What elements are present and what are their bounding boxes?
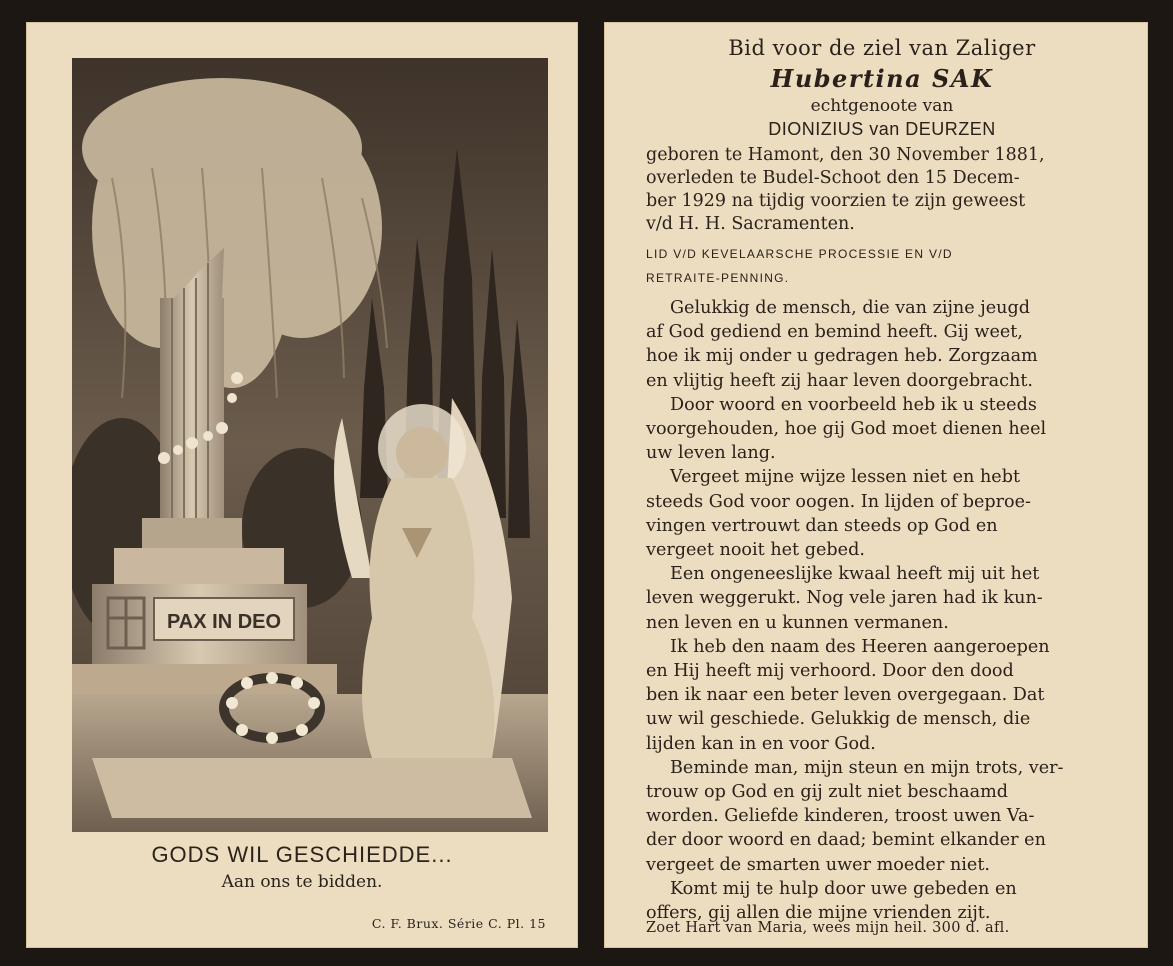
membership-line: LID V/D KEVELAARSCHE PROCESSIE EN V/D <box>646 247 953 261</box>
memorial-text-line: Gelukkig de mensch, die van zijne jeugd <box>670 298 1030 318</box>
memorial-text <box>646 296 1122 925</box>
memorial-illustration <box>72 58 548 832</box>
angel-grave-image <box>72 58 548 832</box>
bio-line: geboren te Hamont, den 30 November 1881, <box>646 145 1045 165</box>
caption-title: GODS WIL GESCHIEDDE... <box>151 842 453 867</box>
memorial-text-line: Komt mij te hulp door uwe gebeden en <box>670 878 1017 899</box>
memorial-text-line: worden. Geliefde kinderen, troost uwen Va- <box>646 806 1035 827</box>
deceased-name: Hubertina SAK <box>770 64 994 93</box>
bio-line: v/d H. H. Sacramenten. <box>646 214 855 234</box>
memorial-text-line: der door woord en daad; bemint elkander en <box>646 830 1046 851</box>
memorial-text-line: voorgehouden, hoe gij God moet dienen heel <box>646 419 1047 440</box>
memorial-text-line: uw wil geschiede. Gelukkig de mensch, die <box>646 709 1031 730</box>
memorial-text-line: ben ik naar een beter leven overgegaan. Dat <box>646 685 1045 706</box>
prayer-header: Bid voor de ziel van Zaliger <box>728 36 1036 60</box>
memorial-text-line: en Hij heeft mij verhoord. Door den dood <box>646 661 1014 682</box>
right-card <box>604 22 1148 948</box>
memorial-text-line: hoe ik mij onder u gedragen heb. Zorgzaam <box>646 346 1038 367</box>
memorial-text-line: Beminde man, mijn steun en mijn trots, ver- <box>670 757 1064 778</box>
memorial-text-line: Ik heb den naam des Heeren aangeroepen <box>670 636 1050 657</box>
membership-line: RETRAITE-PENNING. <box>646 271 790 285</box>
memorial-text-line: offers, gij allen die mijne vrienden zijt. <box>646 903 991 924</box>
memorial-text-line: leven weggerukt. Nog vele jaren had ik kun- <box>646 588 1043 609</box>
plaque-text: PAX IN DEO <box>166 611 282 633</box>
memorial-text-line: af God gediend en bemind heeft. Gij weet, <box>646 322 1023 343</box>
memorial-text-line: vergeet nooit het gebed. <box>646 540 865 561</box>
spouse-name: DIONIZIUS van DEURZEN <box>768 119 996 139</box>
indulgence-prayer: Zoet Hart van Maria, wees mijn heil. 300 d. afl. <box>646 920 1010 936</box>
membership-note <box>646 242 1120 290</box>
memorial-text-line: trouw op God en gij zult niet beschaamd <box>646 782 1009 803</box>
memorial-text-line: Door woord en voorbeeld heb ik u steeds <box>670 394 1037 415</box>
memorial-text-line: vingen vertrouwt dan steeds op God en <box>646 515 998 536</box>
publisher-credit: C. F. Brux. Série C. Pl. 15 <box>371 916 546 931</box>
memorial-text-line: vergeet de smarten uwer moeder niet. <box>646 854 990 875</box>
memorial-text-line: Vergeet mijne wijze lessen niet en hebt <box>670 467 1021 488</box>
memorial-text-line: steeds God voor oogen. In lijden of beproe- <box>646 491 1031 512</box>
memorial-text-line: en vlijtig heeft zij haar leven doorgebracht. <box>646 370 1033 391</box>
caption-subtitle: Aan ons te bidden. <box>221 872 383 892</box>
bio-line: ber 1929 na tijdig voorzien te zijn geweest <box>646 191 1026 211</box>
memorial-text-line: uw leven lang. <box>646 443 776 464</box>
memorial-text-line: Een ongeneeslijke kwaal heeft mij uit het <box>670 564 1040 585</box>
left-card <box>26 22 578 948</box>
memorial-text-line: lijden kan in en voor God. <box>646 733 876 754</box>
memorial-text-line: nen leven en u kunnen vermanen. <box>646 612 949 633</box>
bio-line: overleden te Budel-Schoot den 15 Decem- <box>646 168 1020 188</box>
biography <box>646 144 1120 236</box>
spouse-label: echtgenoote van <box>810 96 954 116</box>
